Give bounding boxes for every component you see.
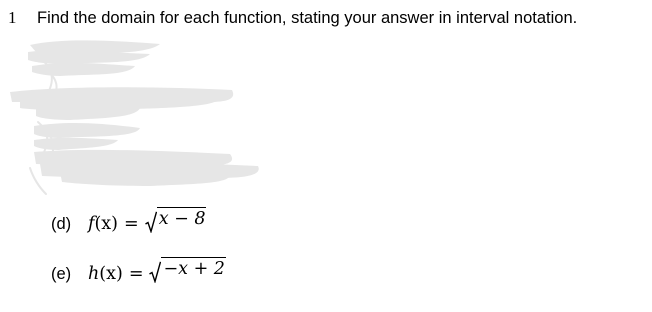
equals-sign: = [124,214,139,234]
part-d [51,207,206,234]
radical-sign-icon [145,211,157,233]
part-label-e: (e) [51,265,72,283]
radical-sign-icon [149,261,161,283]
radicand: x − 8 [158,209,206,229]
function-expression-d [88,207,206,234]
function-argument: (x) [99,264,123,284]
part-label-d: (d) [51,215,72,233]
question-text: Find the domain for each function, stating your answer in interval notation. [37,9,578,27]
square-root [149,257,225,279]
redacted-scribble [0,30,300,200]
radicand: −x + 2 [163,259,225,279]
function-argument: (x) [94,214,119,234]
square-root [145,207,207,229]
part-e [51,257,226,284]
function-expression-e [88,257,226,284]
equals-sign: = [128,264,144,284]
function-name: f [88,214,95,234]
question-number: 1 [8,8,17,27]
function-name: h [88,264,100,284]
